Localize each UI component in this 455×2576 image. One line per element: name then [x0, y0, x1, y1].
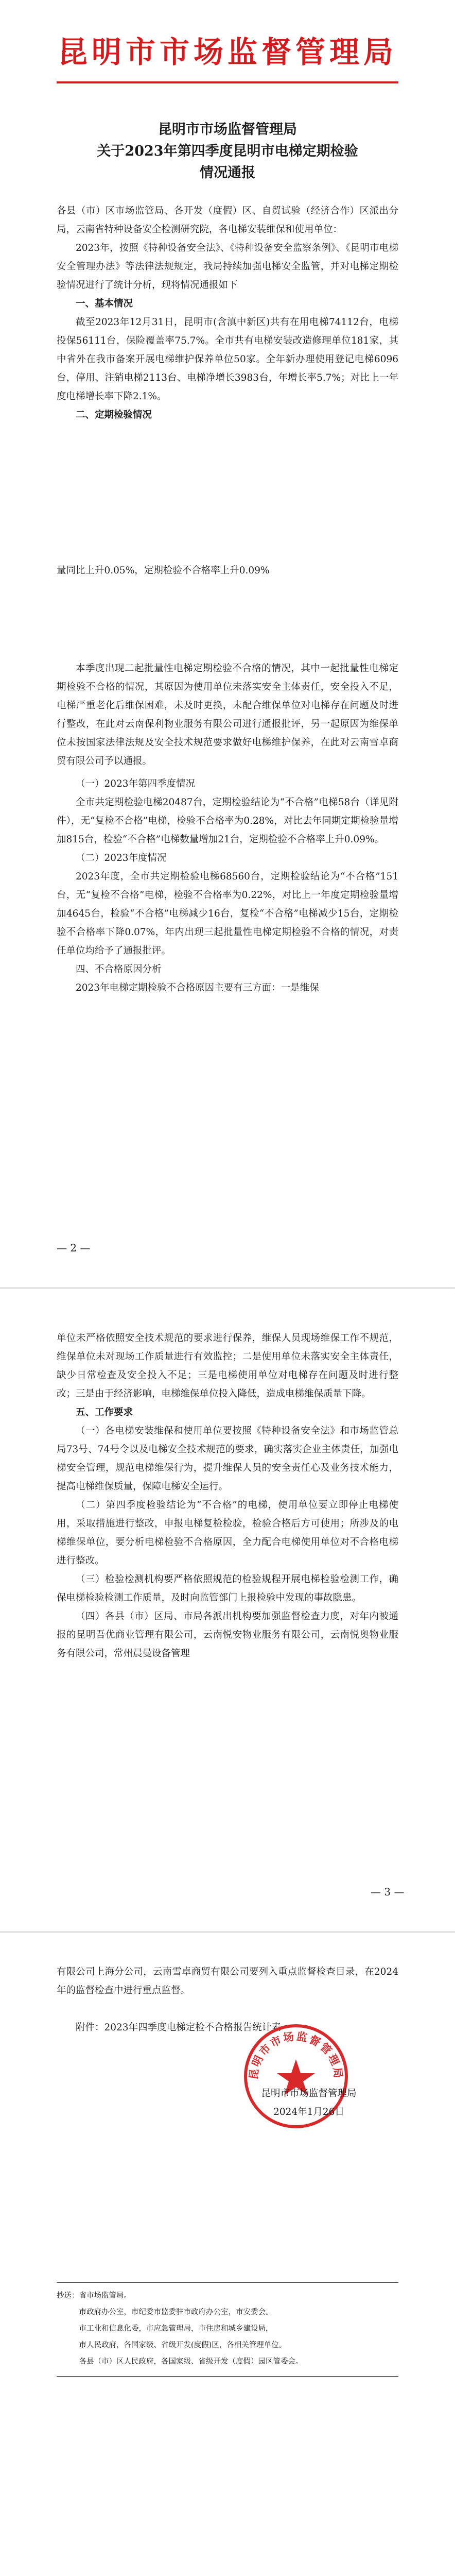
intro-paragraph: 2023年，按照《特种设备安全法》、《特种设备安全监察条例》、《昆明市电梯安全管理办法》等法律法规规定，我局持续加强电梯安全监管，并对电梯定期检验情况进行了统计分析，现将情况通报如下 — [57, 243, 398, 291]
year-text: 2023年度，全市共定期检验电梯68560台，定期检验结论为“不合格”151台，无“复检不合格”电梯，检验不合格率为0.22%，对比上一年度定期检验量增加4645台，检验“不合格”电梯减少16台，复检“不合格”电梯减少15台，定期检验不合格率下降0.07%，年内出现三起批量性电梯定期检验不合格的情况，对责任单位均给予了通报批评。 — [57, 871, 398, 956]
masthead: 昆明市市场监督管理局 — [57, 35, 397, 70]
masthead-red-line — [57, 81, 398, 83]
section-1-text: 截至2023年12月31日，昆明市(含滇中新区)共有在用电梯74112台，电梯投保56111台，保险覆盖率75.7%。全市共有电梯安装改造修理单位181家，其中省外在我市备案开展电梯维护保养单位50家。全年新办理使用登记电梯6096台，停用、注销电梯2113台、电梯净增长3983台，年增长率5.7%；对比上一年度电梯增长率下降2.1%。 — [57, 317, 398, 402]
page-1 — [0, 0, 455, 644]
section-4-text-cont: 单位未严格依照安全技术规范的要求进行保养，维保人员现场维保工作不规范，维保单位未对现场工作质量进行有效监控；二是使用单位未落实安全主体责任，缺少日常检查及安全投入不足；三是电梯使用单位对电梯存在问题及时进行整改；三是由于经济影响，电梯维保单位投入降低，造成电梯维保质量下降。 — [57, 1333, 398, 1399]
cc-line: 各县（市）区人民政府，各国家级、省级开发（度假）园区管委会。 — [79, 2358, 303, 2366]
cc-bottom-rule — [57, 2376, 398, 2377]
cc-line: 市政府办公室，市纪委市监委驻市政府办公室，市安委会。 — [79, 2308, 273, 2316]
page-number-2: — 2 — — [57, 1242, 91, 1254]
requirement-1: （一）各电梯安装维保和使用单位要按照《特种设备安全法》和市场监管总局73号、74号令以及电梯安全技术规范的要求，确实落实企业主体责任，加强电梯安全管理，规范电梯维保行为，提升维保人员的安全责任心及业务技术能力，提高电梯维保质量，保障电梯安全运行。 — [57, 1426, 398, 1492]
cc-line: 市工业和信息化委，市应急管理局，市住房和城乡建设局， — [79, 2325, 273, 2333]
cc-top-rule — [57, 2282, 398, 2283]
inspection-volume-note: 量同比上升0.05%，定期检验不合格率上升0.09% — [57, 565, 270, 576]
cc-line: 市人民政府，各国家级、省级开发(度假)区，各相关管理单位。 — [79, 2341, 287, 2349]
signature-org: 昆明市市场监督管理局 — [261, 2088, 357, 2099]
cc-line: 抄送：省市场监管局。 — [57, 2292, 131, 2300]
document-title-line-1: 昆明市市场监督管理局 — [158, 122, 297, 138]
section-1-heading: 一、基本情况 — [76, 298, 133, 309]
year-heading: （二）2023年度情况 — [76, 853, 167, 863]
q4-heading: （一）2023年第四季度情况 — [76, 778, 196, 789]
attachment-note: 附件：2023年四季度电梯定检不合格报告统计表 — [76, 2022, 281, 2033]
page-3 — [0, 1288, 455, 1932]
requirement-3: （三）检验检测机构要严格依照规范的检验规程开展电梯检验检测工作，确保电梯检验检测工作质量，及时向监管部门上报检验中发现的事故隐患。 — [57, 1574, 398, 1603]
section-5-heading: 五、工作要求 — [76, 1407, 133, 1418]
document-title-line-3: 情况通报 — [200, 165, 255, 181]
batch-failure-paragraph: 本季度出现二起批量性电梯定期检验不合格的情况，其中一起批量性电梯定期检验不合格的情况，其原因为使用单位未落实安全主体责任，安全投入不足，电梯严重老化后维保困难，未及时更换，未配合维保单位对电梯存在问题及时进行整改，在此对云南保利物业服务有限公司进行通报批评，另一起原因为维保单位未按国家法律法规及安全技术规范要求做好电梯维护保养，在此对云南雪卓商贸有限公司予以通报。 — [57, 663, 398, 767]
page1-body — [57, 202, 398, 425]
page2-body — [57, 659, 398, 997]
signature-date: 2024年1月26日 — [273, 2107, 344, 2117]
section-4-text-start: 2023年电梯定期检验不合格原因主要有三方面：一是维保 — [76, 982, 319, 993]
requirement-2: （二）第四季度检验结论为“不合格”的电梯，使用单位要立即停止电梯使用，采取措施进行整改，申报电梯复检检验，检验合格后方可使用；所涉及的电梯维保单位，要分析电梯检验不合格原因，全力配合电梯使用单位对不合格电梯进行整改。 — [57, 1500, 398, 1566]
q4-text: 全市共定期检验电梯20487台，定期检验结论为“不合格”电梯58台（详见附件），无“复检不合格”电梯，检验不合格率为0.28%，对比去年同期定期检验量增加815台，检验“不合格”电梯数量增加21台，定期检验不合格率上升0.09%。 — [57, 797, 398, 845]
requirement-4-cont: 有限公司上海分公司，云南雪卓商贸有限公司要列入重点监督检查目录，在2024年的监督检查中进行重点监督。 — [57, 1967, 398, 1996]
section-2-heading: 二、定期检验情况 — [76, 410, 152, 420]
page3-body — [57, 1329, 398, 1663]
svg-text:昆明市市场监督管理局: 昆明市市场监督管理局 — [247, 2029, 345, 2081]
page-number-3: — 3 — — [371, 1886, 405, 1898]
section-4-heading: 四、不合格原因分析 — [76, 964, 162, 975]
page1-tail — [57, 562, 398, 580]
requirement-4-start: （四）各县（市）区局、市局各派出机构要加强监督检查力度，对年内被通报的昆明吾优商业管理有限公司，云南悦安物业服务有限公司，云南悦奥物业服务有限公司，常州晨曼设备管理 — [57, 1611, 398, 1659]
salutation: 各县（市）区市场监管局、各开发（度假）区、自贸试验（经济合作）区派出分局，云南省特种设备安全检测研究院，各电梯安装维保和使用单位： — [57, 206, 398, 235]
document-title-line-2: 关于2023年第四季度昆明市电梯定期检验 — [97, 143, 358, 159]
page-4 — [0, 1932, 455, 2576]
cc-list — [57, 2287, 398, 2370]
page-2 — [0, 644, 455, 1288]
